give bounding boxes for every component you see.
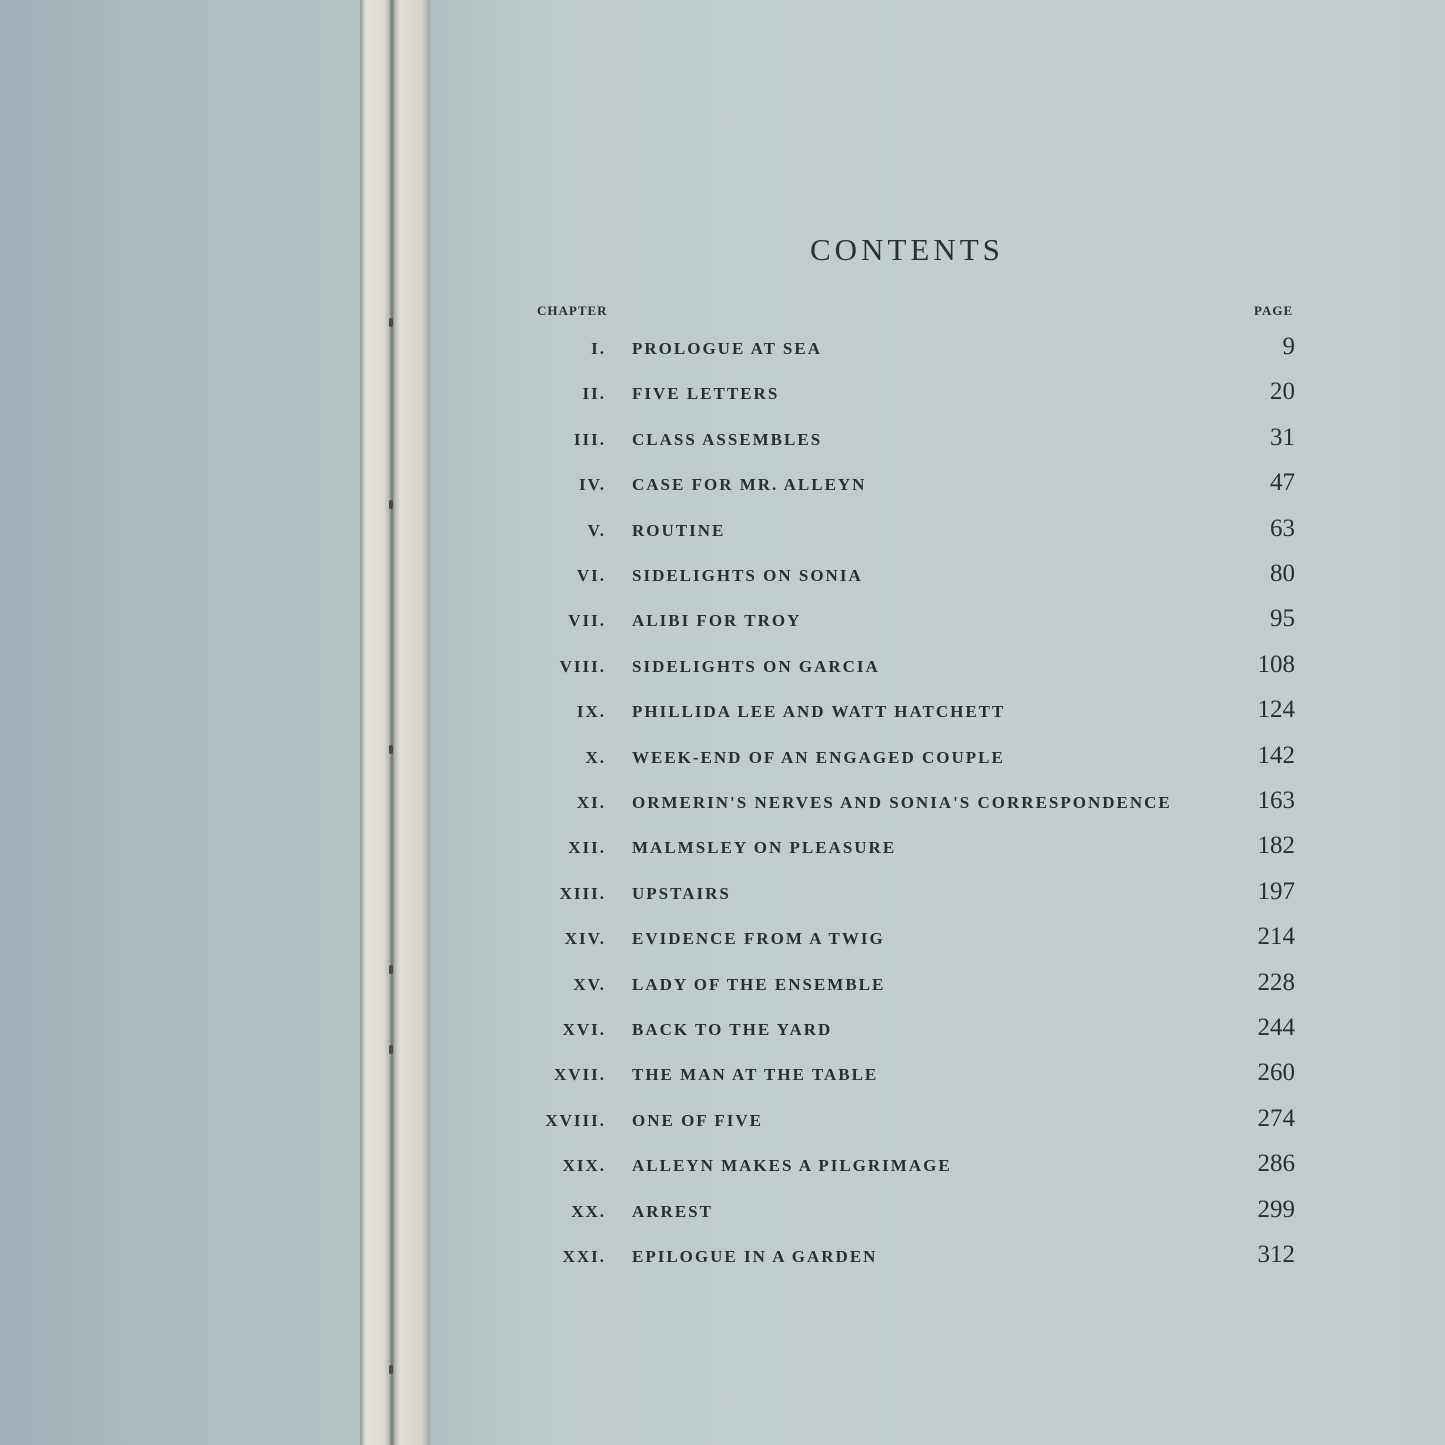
chapter-numeral: XX. (571, 1202, 606, 1221)
toc-row (430, 469, 1445, 499)
chapter-numeral: IX. (576, 702, 606, 721)
chapter-numeral: XIII. (559, 884, 606, 903)
toc-row (430, 832, 1445, 862)
toc-row (430, 969, 1445, 999)
toc-row (430, 696, 1445, 726)
chapter-page-number: 20 (1270, 378, 1295, 405)
chapter-title: ALIBI FOR TROY (632, 611, 802, 630)
chapter-title: SIDELIGHTS ON SONIA (632, 566, 863, 585)
toc-row (430, 1105, 1445, 1135)
chapter-page-number: 108 (1257, 651, 1295, 678)
chapter-page-number: 9 (1282, 333, 1295, 360)
chapter-numeral: XIX. (562, 1156, 606, 1175)
chapter-page-number: 124 (1257, 696, 1295, 723)
chapter-title: UPSTAIRS (632, 884, 731, 903)
chapter-numeral: VIII. (559, 657, 606, 676)
chapter-numeral: XVI. (562, 1020, 606, 1039)
chapter-title: PROLOGUE AT SEA (632, 339, 822, 358)
chapter-numeral: XIV. (564, 929, 606, 948)
stitch-mark (389, 1045, 393, 1054)
chapter-page-number: 274 (1257, 1105, 1295, 1132)
chapter-numeral: XI. (576, 793, 606, 812)
book-spine (360, 0, 430, 1445)
chapter-page-number: 31 (1270, 424, 1295, 451)
chapter-page-number: 286 (1257, 1150, 1295, 1177)
chapter-page-number: 80 (1270, 560, 1295, 587)
chapter-numeral: V. (587, 521, 606, 540)
toc-row (430, 787, 1445, 817)
chapter-title: EVIDENCE FROM A TWIG (632, 929, 885, 948)
page-column-header: PAGE (1254, 303, 1294, 318)
toc-row (430, 560, 1445, 590)
chapter-page-number: 163 (1257, 787, 1295, 814)
toc-row (430, 1059, 1445, 1089)
chapter-numeral: XVIII. (545, 1111, 606, 1130)
chapter-numeral: XVII. (553, 1065, 606, 1084)
stitch-mark (389, 965, 393, 974)
left-page (0, 0, 360, 1445)
chapter-numeral: II. (582, 384, 606, 403)
toc-row (430, 1014, 1445, 1044)
chapter-title: SIDELIGHTS ON GARCIA (632, 657, 880, 676)
chapter-numeral: IV. (579, 475, 606, 494)
stitch-mark (389, 1365, 393, 1374)
toc-row (430, 378, 1445, 408)
chapter-title: THE MAN AT THE TABLE (632, 1065, 879, 1084)
toc-row (430, 1241, 1445, 1271)
toc-row (430, 923, 1445, 953)
chapter-page-number: 260 (1257, 1059, 1295, 1086)
toc-row (430, 742, 1445, 772)
chapter-title: PHILLIDA LEE AND WATT HATCHETT (632, 702, 1006, 721)
page-title: CONTENTS (810, 232, 1004, 267)
chapter-title: CASE FOR MR. ALLEYN (632, 475, 867, 494)
chapter-numeral: XII. (568, 838, 606, 857)
toc-row (430, 651, 1445, 681)
chapter-title: LADY OF THE ENSEMBLE (632, 975, 886, 994)
chapter-title: EPILOGUE IN A GARDEN (632, 1247, 878, 1266)
chapter-title: FIVE LETTERS (632, 384, 780, 403)
chapter-numeral: I. (591, 339, 606, 358)
chapter-page-number: 299 (1257, 1196, 1295, 1223)
chapter-title: ONE OF FIVE (632, 1111, 763, 1130)
chapter-page-number: 228 (1257, 969, 1295, 996)
chapter-page-number: 63 (1270, 515, 1295, 542)
chapter-title: ORMERIN'S NERVES AND SONIA'S CORRESPONDENCE (632, 793, 1172, 812)
chapter-page-number: 95 (1270, 605, 1295, 632)
chapter-title: ARREST (632, 1202, 713, 1221)
chapter-numeral: X. (585, 748, 606, 767)
chapter-numeral: III. (573, 430, 606, 449)
chapter-numeral: XXI. (562, 1247, 606, 1266)
stitch-mark (389, 318, 393, 327)
chapter-numeral: VI. (576, 566, 606, 585)
chapter-title: MALMSLEY ON PLEASURE (632, 838, 897, 857)
chapter-page-number: 197 (1257, 878, 1295, 905)
chapter-title: CLASS ASSEMBLES (632, 430, 823, 449)
chapter-title: ROUTINE (632, 521, 726, 540)
chapter-title: BACK TO THE YARD (632, 1020, 833, 1039)
chapter-page-number: 142 (1257, 742, 1295, 769)
toc-row (430, 515, 1445, 545)
toc-row (430, 1150, 1445, 1180)
chapter-numeral: XV. (573, 975, 606, 994)
chapter-title: WEEK-END OF AN ENGAGED COUPLE (632, 748, 1005, 767)
toc-row (430, 605, 1445, 635)
chapter-page-number: 47 (1270, 469, 1295, 496)
stitch-mark (389, 500, 393, 509)
chapter-numeral: VII. (568, 611, 606, 630)
toc-row (430, 424, 1445, 454)
chapter-column-header: CHAPTER (537, 303, 608, 318)
toc-row (430, 878, 1445, 908)
toc-row (430, 1196, 1445, 1226)
chapter-page-number: 182 (1257, 832, 1295, 859)
stitch-mark (389, 745, 393, 754)
chapter-page-number: 244 (1257, 1014, 1295, 1041)
chapter-page-number: 214 (1257, 923, 1295, 950)
chapter-page-number: 312 (1257, 1241, 1295, 1268)
toc-row (430, 333, 1445, 363)
chapter-title: ALLEYN MAKES A PILGRIMAGE (632, 1156, 952, 1175)
